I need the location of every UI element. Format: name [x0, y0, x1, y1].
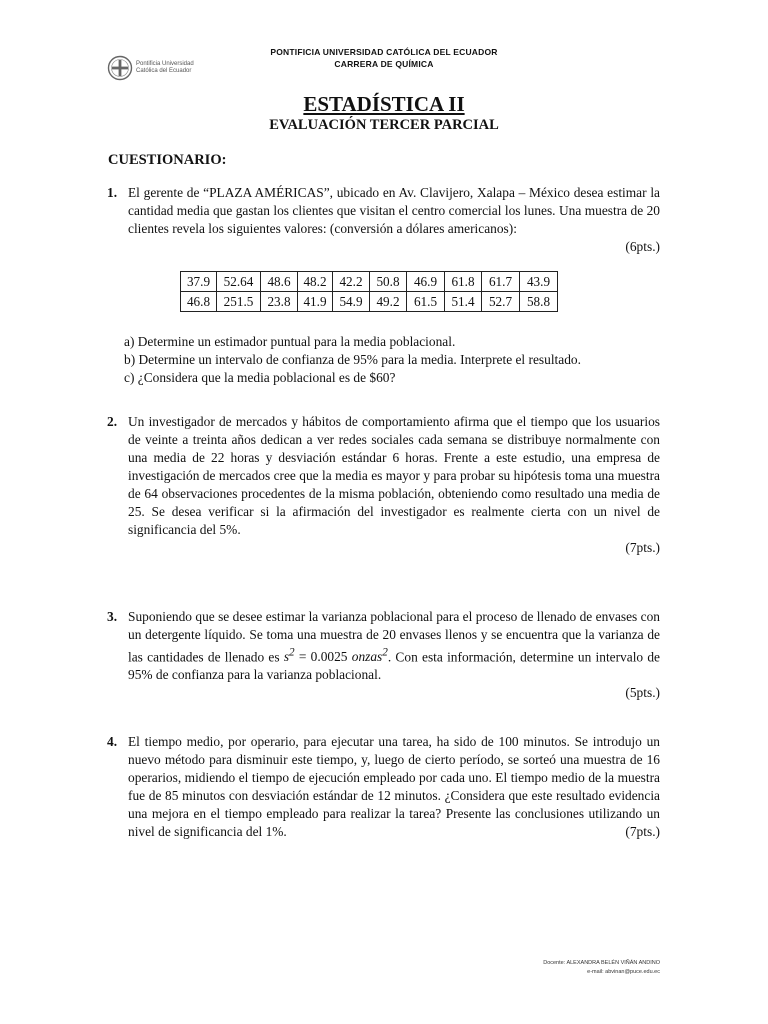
math-exponent: 2: [289, 647, 295, 659]
question-4: [107, 733, 660, 841]
table-cell: 61.5: [407, 292, 445, 312]
table-cell: 48.6: [261, 272, 298, 292]
question-text: El tiempo medio, por operario, para ejecutar una tarea, ha sido de 100 minutos. Se introdujo un nuevo método para disminuir este tiempo, y, luego de cierto período, se sorteó una muestra de 16 operarios, midiendo el tiempo de ejecución empleado por cada uno. El tiempo medio de la muestra fue de 85 minutos con desviación estándar de 12 minutos. ¿Considera que este resultado evidencia una mejora en el tiempo empleado para realizar la tarea? Presente las conclusiones utilizando un nivel de significancia del 1%.: [128, 734, 660, 839]
table-cell: 37.9: [181, 272, 217, 292]
table-row: [181, 272, 558, 292]
logo-line-2: Católica del Ecuador: [136, 68, 192, 74]
question-body: [128, 413, 660, 557]
question-points: (7pts.): [625, 540, 660, 555]
document-subtitle: EVALUACIÓN TERCER PARCIAL: [269, 117, 499, 133]
question-number: 2.: [107, 414, 118, 429]
question-1: [107, 184, 660, 256]
table-cell: 251.5: [217, 292, 261, 312]
question-2: [107, 413, 660, 557]
question-text: Un investigador de mercados y hábitos de comportamiento afirma que el tiempo que los usuarios de veinte a treinta años dedican a ver redes sociales cada semana se distribuye normalmente con una media de 22 horas y desviación estándar 6 horas. Frente a este estudio, una empresa de investigación de mercados cree que la media es mayor y para probar su hipótesis toma una muestra de 64 observaciones procedentes de la misma población, obteniendo como resultado una media de 25. Se desea verificar si la afirmación del investigador es realmente cierta con un nivel de significancia del 5%.: [128, 414, 660, 537]
table-cell: 50.8: [370, 272, 407, 292]
math-unit-exponent: 2: [382, 647, 388, 659]
document-header: [0, 46, 768, 70]
teacher-email: e-mail: abvinan@puce.edu.ec: [587, 968, 660, 975]
math-symbol-s: s: [283, 649, 290, 665]
table-row: [181, 292, 558, 312]
table-cell: 43.9: [520, 272, 558, 292]
table-cell: 48.2: [298, 272, 333, 292]
table-cell: 51.4: [445, 292, 482, 312]
question-text-after: . Con esta información, determine un intervalo de 95% de confianza para la varianza poblacional.: [128, 649, 661, 683]
document-footer: [543, 959, 660, 976]
table-cell: 23.8: [261, 292, 298, 312]
question-points: (5pts.): [625, 685, 660, 701]
question-body: [128, 733, 660, 841]
table-cell: 52.7: [482, 292, 520, 312]
document-title: ESTADÍSTICA II: [303, 92, 465, 116]
question-body: [128, 608, 660, 702]
question-points: (6pts.): [625, 239, 660, 254]
variance-formula: [284, 649, 388, 664]
question-body: [128, 184, 660, 256]
math-equals: =: [294, 649, 311, 665]
table-cell: 42.2: [333, 272, 370, 292]
question-number: 4.: [107, 734, 118, 749]
section-title: CUESTIONARIO:: [108, 152, 227, 168]
teacher-name: Docente: ALEXANDRA BELÉN VIÑÁN ANDINO: [543, 960, 660, 966]
math-unit: onzas: [347, 649, 383, 665]
question-number: 3.: [107, 609, 118, 624]
question-text-before: Suponiendo que se desee estimar la varianza poblacional para el proceso de llenado de envases con un detergente líquido. Se toma una muestra de 20 envases llenos y se encuentra que la varianza de las cantidades de llenado es: [128, 609, 660, 665]
subitem-a: a) Determine un estimador puntual para la media poblacional.: [124, 334, 456, 349]
table-cell: 46.8: [181, 292, 217, 312]
question-1-subitems: [124, 333, 581, 387]
table-cell: 49.2: [370, 292, 407, 312]
logo-line-1: Pontificia Universidad: [136, 60, 194, 67]
table-cell: 41.9: [298, 292, 333, 312]
question-points: (7pts.): [625, 824, 660, 839]
career-name: CARRERA DE QUÍMICA: [334, 59, 434, 69]
subitem-c: c) ¿Considera que la media poblacional es de $60?: [124, 370, 396, 385]
table-cell: 54.9: [333, 292, 370, 312]
subitem-b: b) Determine un intervalo de confianza de 95% para la media. Interprete el resultado.: [124, 352, 581, 367]
table-cell: 58.8: [520, 292, 558, 312]
table-cell: 61.7: [482, 272, 520, 292]
table-cell: 52.64: [217, 272, 261, 292]
math-value: 0.0025: [310, 649, 348, 665]
university-name: PONTIFICIA UNIVERSIDAD CATÓLICA DEL ECUADOR: [270, 47, 498, 57]
table-cell: 46.9: [407, 272, 445, 292]
question-3: [107, 608, 660, 702]
table-cell: 61.8: [445, 272, 482, 292]
data-table: [180, 271, 558, 312]
question-number: 1.: [107, 185, 118, 200]
question-text: El gerente de “PLAZA AMÉRICAS”, ubicado en Av. Clavijero, Xalapa – México desea estimar la cantidad media que gastan los clientes que visitan el centro comercial los lunes. Una muestra de 20 clientes revela los siguientes valores: (conversión a dólares americanos):: [128, 185, 660, 236]
